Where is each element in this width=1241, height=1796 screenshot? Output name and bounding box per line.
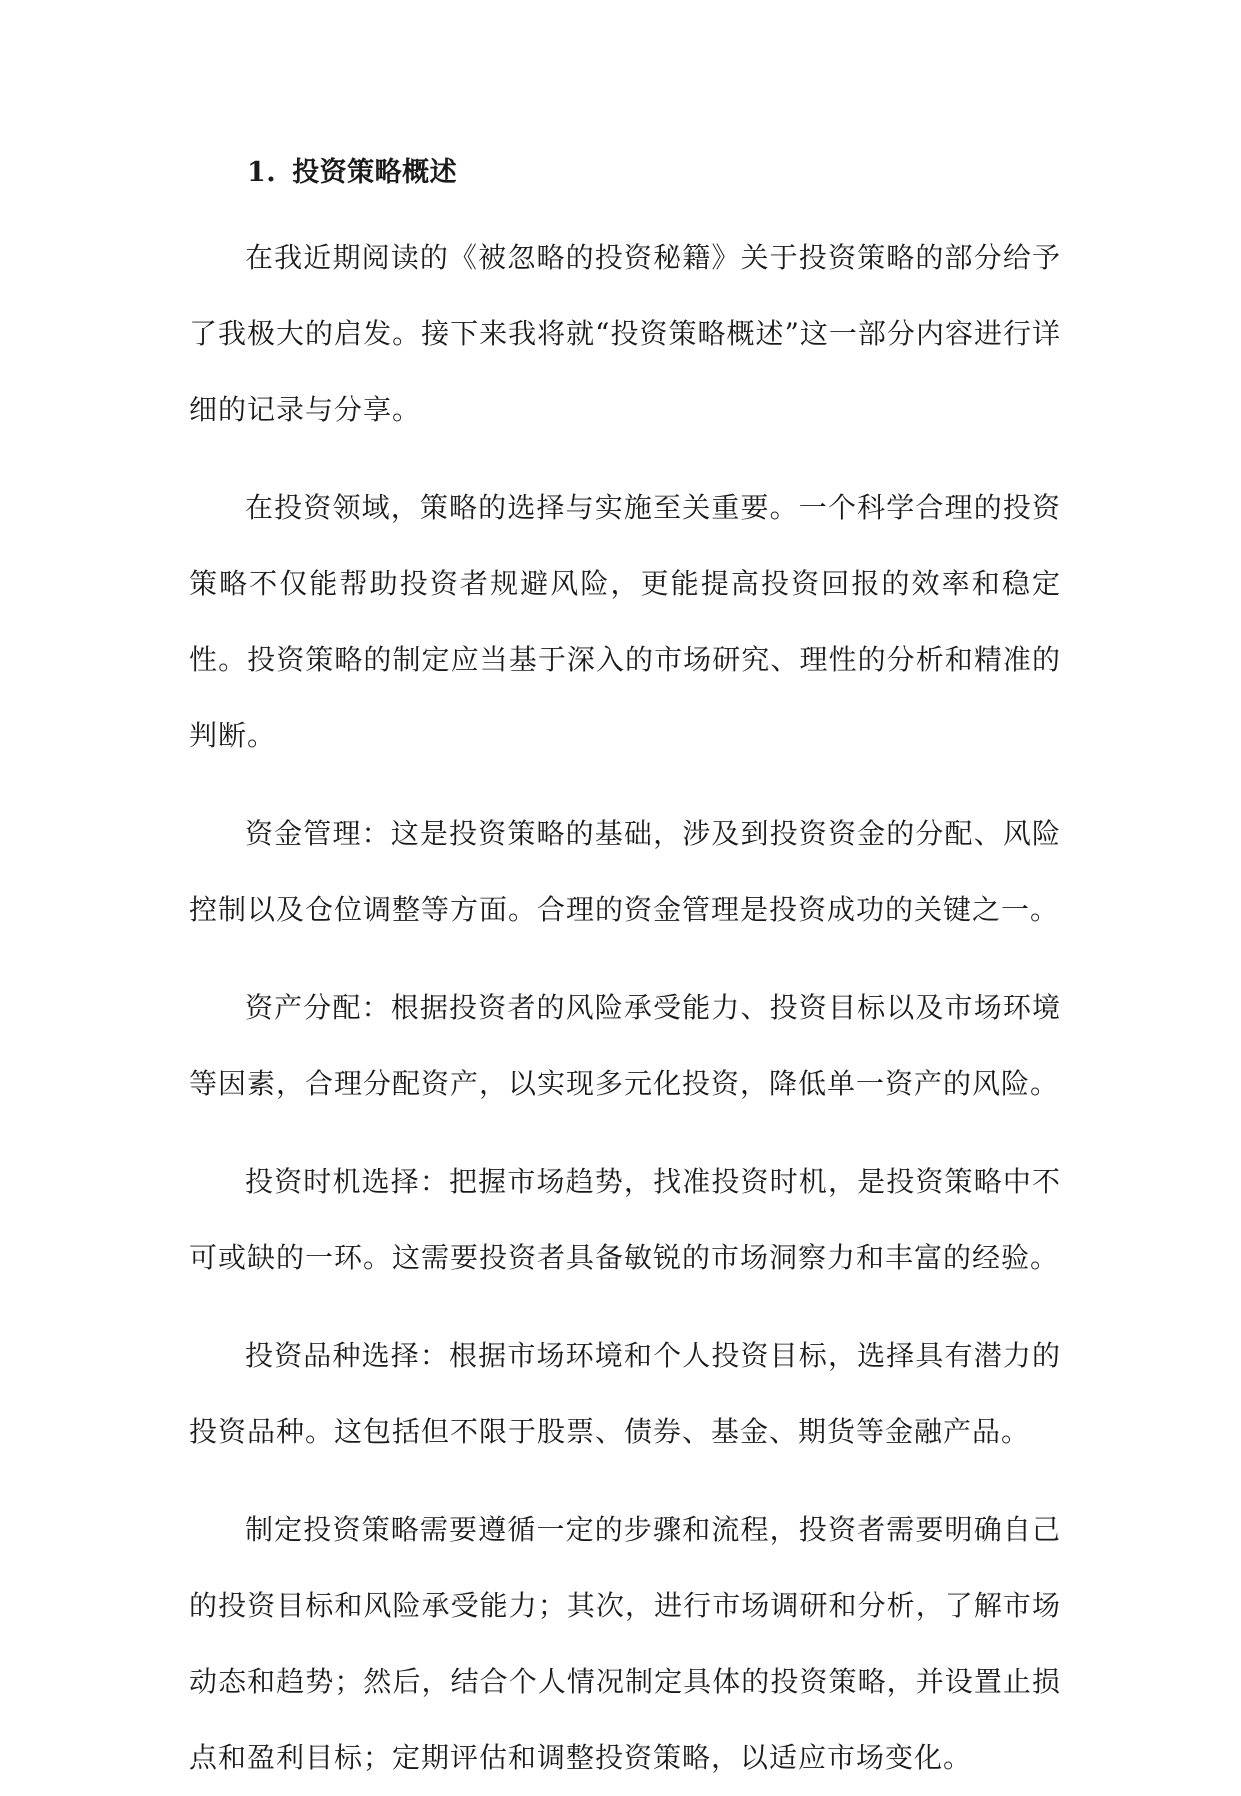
document-body	[189, 148, 1061, 1796]
section-title: 投资策略概述	[292, 157, 458, 188]
paragraph-product-selection: 投资品种选择：根据市场环境和个人投资目标，选择具有潜力的投资品种。这包括但不限于股票、债券、基金、期货等金融产品。	[189, 1339, 1061, 1448]
paragraph-intro: 在我近期阅读的《被忽略的投资秘籍》关于投资策略的部分给予了我极大的启发。接下来我将就“投资策略概述”这一部分内容进行详细的记录与分享。	[189, 241, 1061, 426]
section-heading	[247, 148, 1061, 198]
paragraph-strategy-importance: 在投资领域，策略的选择与实施至关重要。一个科学合理的投资策略不仅能帮助投资者规避风险，更能提高投资回报的效率和稳定性。投资策略的制定应当基于深入的市场研究、理性的分析和精准的判断。	[189, 491, 1061, 752]
paragraph-capital-management: 资金管理：这是投资策略的基础，涉及到投资资金的分配、风险控制以及仓位调整等方面。合理的资金管理是投资成功的关键之一。	[189, 817, 1061, 926]
paragraph-timing-selection: 投资时机选择：把握市场趋势，找准投资时机，是投资策略中不可或缺的一环。这需要投资者具备敏锐的市场洞察力和丰富的经验。	[189, 1165, 1061, 1274]
paragraph-asset-allocation: 资产分配：根据投资者的风险承受能力、投资目标以及市场环境等因素，合理分配资产，以实现多元化投资，降低单一资产的风险。	[189, 991, 1061, 1100]
section-number: 1.	[247, 157, 277, 188]
paragraph-strategy-steps: 制定投资策略需要遵循一定的步骤和流程，投资者需要明确自己的投资目标和风险承受能力；其次，进行市场调研和分析，了解市场动态和趋势；然后，结合个人情况制定具体的投资策略，并设置止损点和盈利目标；定期评估和调整投资策略，以适应市场变化。	[189, 1513, 1061, 1774]
